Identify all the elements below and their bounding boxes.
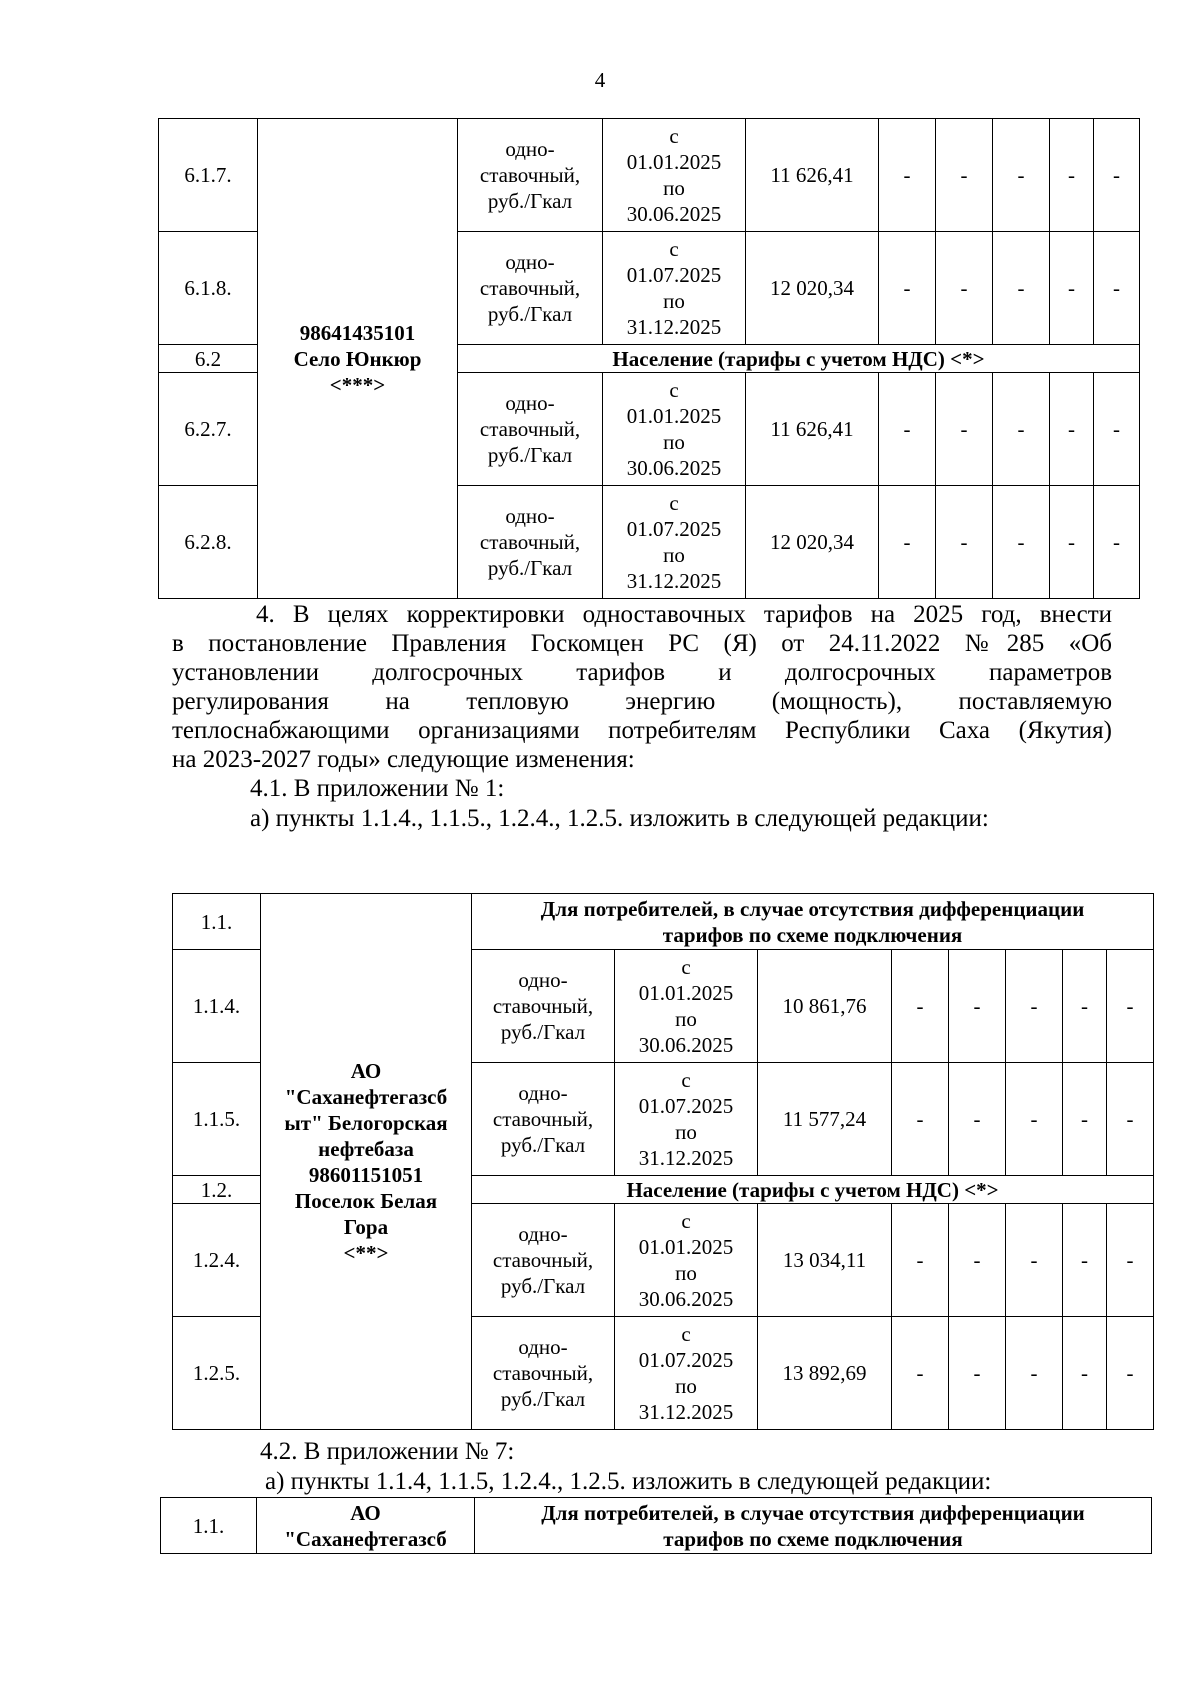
row-number: 1.1.4. — [173, 950, 261, 1063]
tariff-value: 11 626,41 — [746, 119, 879, 232]
rate-type-cell — [472, 1317, 615, 1430]
rate-line: руб./Гкал — [500, 1020, 586, 1044]
dash-cell: - — [879, 373, 936, 486]
org-line: 98601151051 — [308, 1162, 424, 1187]
rate-line: ставочный, — [492, 994, 594, 1018]
paragraph-line: установлении долгосрочных тарифов и долгосрочных параметров — [172, 659, 1112, 686]
rate-line: руб./Гкал — [487, 302, 573, 326]
organization-cell — [258, 119, 458, 599]
header-line: Для потребителей, в случае отсутствия дифференциации — [540, 896, 1085, 921]
period-cell — [615, 1063, 758, 1176]
rate-line: руб./Гкал — [500, 1133, 586, 1157]
header-line: тарифов по схеме подключения — [663, 1526, 963, 1551]
rate-line: ставочный, — [479, 163, 581, 187]
rate-line: одно- — [518, 968, 568, 992]
header-line: тарифов по схеме подключения — [662, 922, 963, 947]
period-line: 31.12.2025 — [638, 1400, 734, 1424]
paragraph-4 — [172, 600, 1112, 774]
dash-cell: - — [1063, 1204, 1107, 1317]
rate-line: руб./Гкал — [500, 1387, 586, 1411]
section-header — [475, 1498, 1152, 1554]
rate-line: ставочный, — [479, 530, 581, 554]
dash-cell: - — [1006, 1063, 1063, 1176]
period-line: 01.07.2025 — [638, 1348, 734, 1372]
dash-cell: - — [993, 119, 1050, 232]
rate-line: руб./Гкал — [487, 443, 573, 467]
rate-line: ставочный, — [492, 1248, 594, 1272]
row-number: 6.2.8. — [159, 486, 258, 599]
period-line: по — [675, 1007, 697, 1031]
rate-line: одно- — [505, 504, 555, 528]
organization-cell — [261, 894, 472, 1430]
row-number: 1.1. — [173, 894, 261, 950]
row-number: 1.2.5. — [173, 1317, 261, 1430]
dash-cell: - — [993, 232, 1050, 345]
row-number: 6.1.8. — [159, 232, 258, 345]
dash-cell: - — [1107, 1317, 1154, 1430]
row-number: 6.2.7. — [159, 373, 258, 486]
period-line: 01.01.2025 — [626, 150, 722, 174]
dash-cell: - — [1063, 1317, 1107, 1430]
tariff-value: 11 577,24 — [758, 1063, 892, 1176]
period-line: с — [669, 491, 679, 515]
rate-line: одно- — [505, 391, 555, 415]
period-line: по — [663, 289, 685, 313]
rate-line: ставочный, — [479, 276, 581, 300]
rate-type-cell — [472, 950, 615, 1063]
section-header: Население (тарифы с учетом НДС) <*> — [472, 1176, 1154, 1204]
period-line: по — [663, 430, 685, 454]
org-line: Поселок Белая — [294, 1188, 438, 1213]
rate-line: руб./Гкал — [487, 556, 573, 580]
row-number: 1.1. — [161, 1498, 257, 1554]
dash-cell: - — [993, 373, 1050, 486]
rate-line: одно- — [518, 1222, 568, 1246]
dash-cell: - — [936, 119, 993, 232]
rate-line: руб./Гкал — [487, 189, 573, 213]
period-line: 30.06.2025 — [626, 202, 722, 226]
section-header — [472, 894, 1154, 950]
period-line: 01.01.2025 — [638, 1235, 734, 1259]
dash-cell: - — [1006, 1317, 1063, 1430]
period-line: с — [669, 124, 679, 148]
period-line: по — [675, 1261, 697, 1285]
dash-cell: - — [1063, 950, 1107, 1063]
period-line: с — [681, 1209, 691, 1233]
period-line: 31.12.2025 — [638, 1146, 734, 1170]
period-line: с — [681, 1068, 691, 1092]
dash-cell: - — [879, 232, 936, 345]
period-line: 01.01.2025 — [638, 981, 734, 1005]
table-row — [173, 894, 1154, 950]
period-line: с — [669, 237, 679, 261]
paragraph-line: на 2023-2027 годы» следующие изменения: — [172, 746, 635, 773]
rate-type-cell — [458, 486, 603, 599]
dash-cell: - — [993, 486, 1050, 599]
rate-line: ставочный, — [479, 417, 581, 441]
dash-cell: - — [1050, 232, 1094, 345]
org-line: <**> — [343, 1240, 389, 1265]
dash-cell: - — [1107, 950, 1154, 1063]
period-line: 31.12.2025 — [626, 569, 722, 593]
dash-cell: - — [1107, 1063, 1154, 1176]
row-number: 6.2 — [159, 345, 258, 373]
paragraph-line: в постановление Правления Госкомцен РС (Я) от 24.11.2022 №285 «Об — [172, 630, 1112, 657]
period-cell — [603, 119, 746, 232]
period-cell — [603, 232, 746, 345]
table-row — [161, 1498, 1152, 1554]
tariff-table-1 — [158, 118, 1140, 599]
org-line: <***> — [329, 372, 386, 397]
period-cell — [615, 1204, 758, 1317]
dash-cell: - — [892, 950, 949, 1063]
org-line: Гора — [343, 1214, 389, 1239]
dash-cell: - — [1094, 486, 1140, 599]
org-line: АО — [350, 1500, 381, 1525]
rate-line: ставочный, — [492, 1107, 594, 1131]
dash-cell: - — [892, 1317, 949, 1430]
dash-cell: - — [936, 486, 993, 599]
rate-line: руб./Гкал — [500, 1274, 586, 1298]
org-line: нефтебаза — [318, 1136, 414, 1161]
row-number: 1.1.5. — [173, 1063, 261, 1176]
dash-cell: - — [1094, 373, 1140, 486]
org-line: 98641435101 — [299, 320, 416, 345]
period-line: 01.07.2025 — [626, 263, 722, 287]
period-line: 30.06.2025 — [626, 456, 722, 480]
rate-line: ставочный, — [492, 1361, 594, 1385]
paragraph-line: регулирования на тепловую энергию (мощность), поставляемую — [172, 688, 1112, 715]
paragraph-4-1-a: а) пункты 1.1.4., 1.1.5., 1.2.4., 1.2.5. изложить в следующей редакции: — [250, 805, 989, 832]
row-number: 1.2.4. — [173, 1204, 261, 1317]
rate-type-cell — [472, 1063, 615, 1176]
dash-cell: - — [1050, 119, 1094, 232]
tariff-table-2 — [172, 893, 1154, 1430]
dash-cell: - — [879, 119, 936, 232]
page-number: 4 — [594, 68, 606, 92]
dash-cell: - — [892, 1204, 949, 1317]
paragraph-line: теплоснабжающими организациями потребителям Республики Саха (Якутия) — [172, 717, 1112, 744]
row-number: 6.1.7. — [159, 119, 258, 232]
period-line: 01.01.2025 — [626, 404, 722, 428]
paragraph-4-2-a: а) пункты 1.1.4, 1.1.5, 1.2.4., 1.2.5. изложить в следующей редакции: — [265, 1468, 992, 1495]
tariff-table-3 — [160, 1497, 1152, 1554]
dash-cell: - — [1006, 1204, 1063, 1317]
rate-line: одно- — [518, 1335, 568, 1359]
organization-cell — [257, 1498, 475, 1554]
rate-line: одно- — [505, 137, 555, 161]
dash-cell: - — [1063, 1063, 1107, 1176]
tariff-value: 12 020,34 — [746, 232, 879, 345]
period-cell — [603, 486, 746, 599]
org-line: "Саханефтегазсб — [284, 1084, 448, 1109]
dash-cell: - — [1094, 119, 1140, 232]
period-line: по — [663, 543, 685, 567]
dash-cell: - — [949, 1204, 1006, 1317]
rate-type-cell — [458, 119, 603, 232]
period-line: 01.07.2025 — [638, 1094, 734, 1118]
header-line: Для потребителей, в случае отсутствия дифференциации — [541, 1500, 1085, 1525]
period-cell — [615, 1317, 758, 1430]
tariff-value: 10 861,76 — [758, 950, 892, 1063]
dash-cell: - — [1050, 373, 1094, 486]
period-line: по — [675, 1120, 697, 1144]
dash-cell: - — [1050, 486, 1094, 599]
org-line: "Саханефтегазсб — [284, 1526, 447, 1551]
period-line: 01.07.2025 — [626, 517, 722, 541]
rate-line: одно- — [518, 1081, 568, 1105]
period-line: по — [663, 176, 685, 200]
dash-cell: - — [949, 1317, 1006, 1430]
period-line: по — [675, 1374, 697, 1398]
tariff-value: 12 020,34 — [746, 486, 879, 599]
dash-cell: - — [879, 486, 936, 599]
paragraph-4-1: 4.1. В приложении № 1: — [250, 775, 505, 802]
dash-cell: - — [1006, 950, 1063, 1063]
tariff-value: 11 626,41 — [746, 373, 879, 486]
period-cell — [603, 373, 746, 486]
period-line: с — [681, 955, 691, 979]
dash-cell: - — [936, 373, 993, 486]
tariff-value: 13 892,69 — [758, 1317, 892, 1430]
period-line: 31.12.2025 — [626, 315, 722, 339]
rate-type-cell — [472, 1204, 615, 1317]
dash-cell: - — [949, 1063, 1006, 1176]
rate-type-cell — [458, 373, 603, 486]
period-cell — [615, 950, 758, 1063]
dash-cell: - — [936, 232, 993, 345]
dash-cell: - — [892, 1063, 949, 1176]
row-number: 1.2. — [173, 1176, 261, 1204]
period-line: с — [669, 378, 679, 402]
rate-type-cell — [458, 232, 603, 345]
period-line: 30.06.2025 — [638, 1287, 734, 1311]
tariff-value: 13 034,11 — [758, 1204, 892, 1317]
period-line: 30.06.2025 — [638, 1033, 734, 1057]
org-line: Село Юнкюр — [293, 346, 422, 371]
org-line: АО — [350, 1058, 382, 1083]
paragraph-4-2: 4.2. В приложении № 7: — [260, 1438, 515, 1465]
section-header: Население (тарифы с учетом НДС) <*> — [458, 345, 1140, 373]
period-line: с — [681, 1322, 691, 1346]
paragraph-line: 4. В целях корректировки одноставочных тарифов на 2025 год, внести — [256, 601, 1112, 628]
dash-cell: - — [1107, 1204, 1154, 1317]
table-row — [159, 119, 1140, 232]
org-line: ыт" Белогорская — [284, 1110, 448, 1135]
dash-cell: - — [1094, 232, 1140, 345]
rate-line: одно- — [505, 250, 555, 274]
dash-cell: - — [949, 950, 1006, 1063]
